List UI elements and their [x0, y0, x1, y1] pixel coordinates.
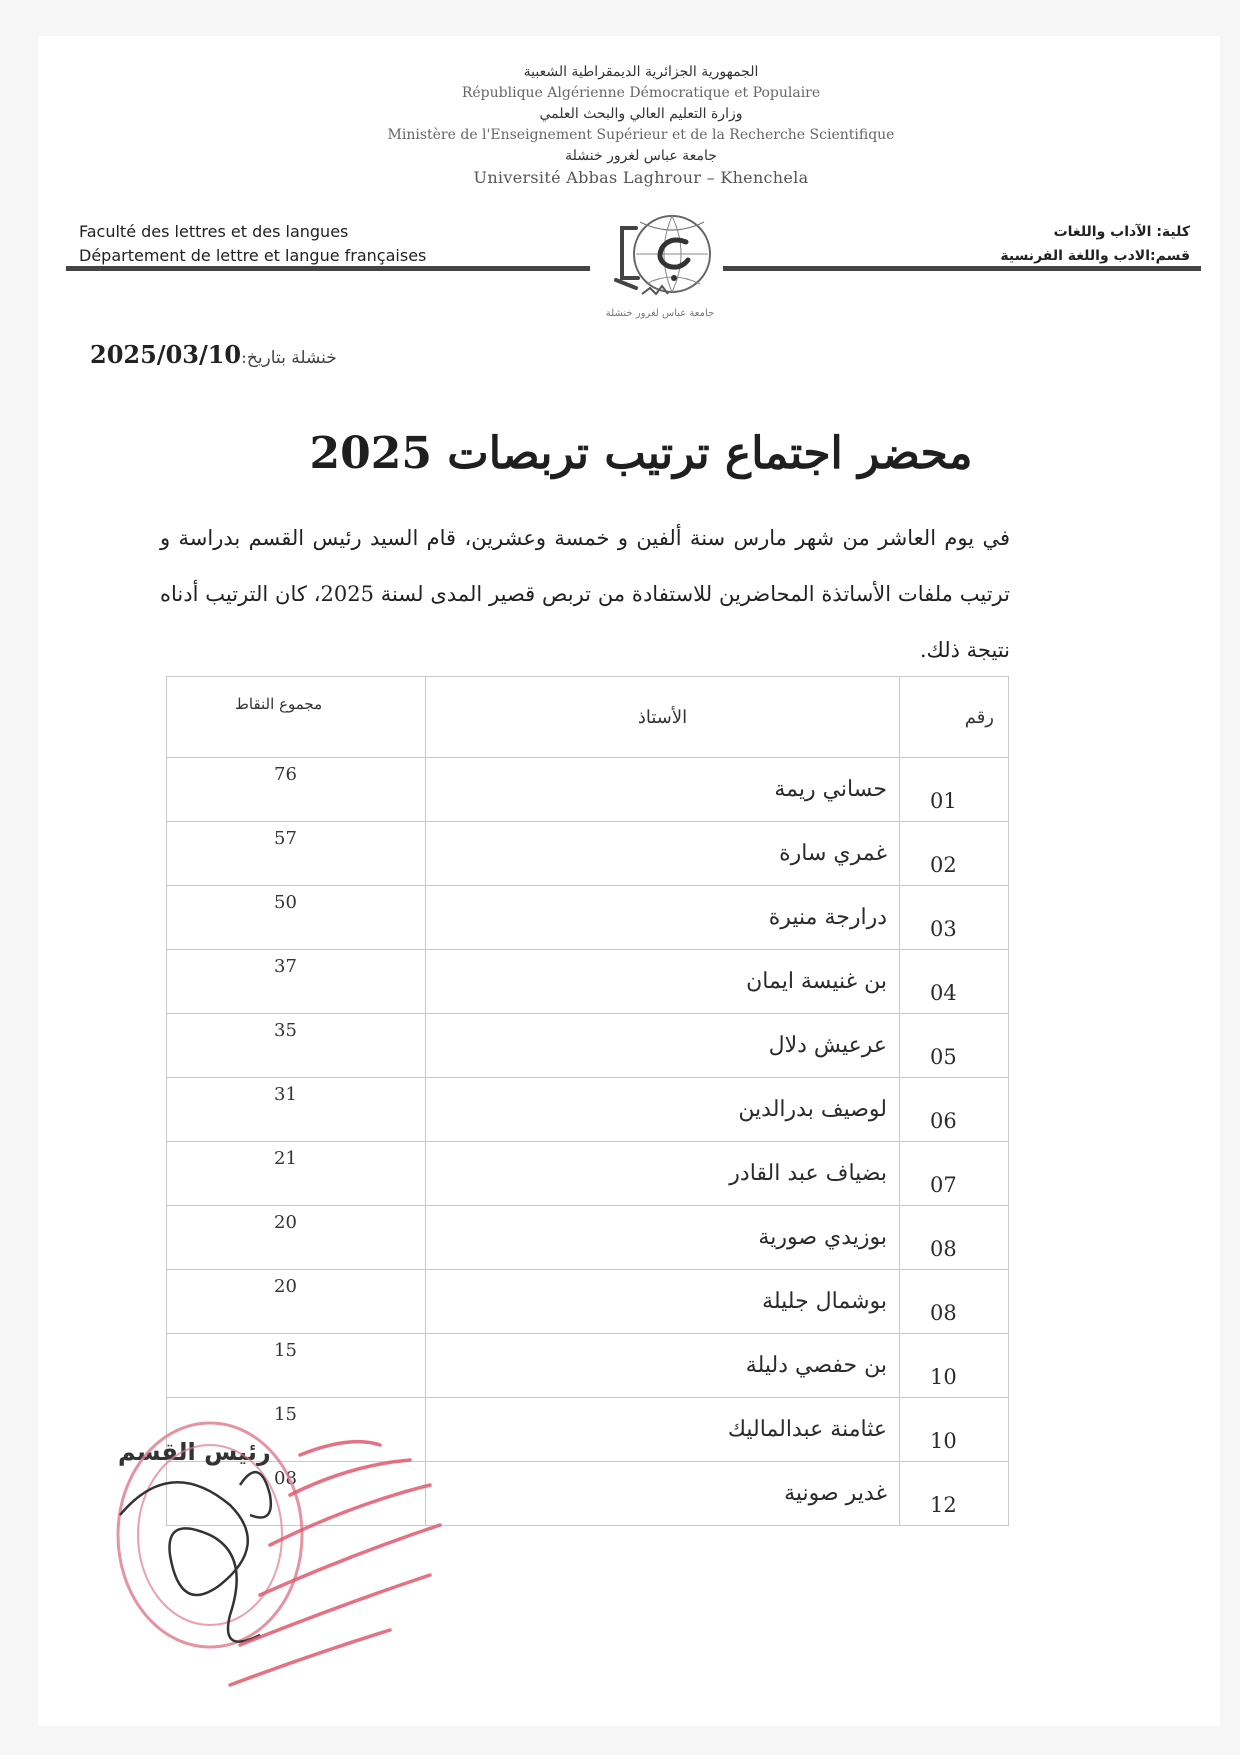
- row-professor-name: بضياف عبد القادر: [426, 1142, 900, 1206]
- ranking-table: [166, 676, 1009, 1526]
- row-number: 08: [900, 1206, 1009, 1270]
- table-row: [167, 1014, 1009, 1078]
- university-logo-icon: [596, 208, 722, 308]
- row-professor-name: حساني ريمة: [426, 758, 900, 822]
- row-number: 05: [900, 1014, 1009, 1078]
- row-points: 31: [167, 1078, 426, 1142]
- row-professor-name: لوصيف بدرالدين: [426, 1078, 900, 1142]
- ministry-ar: وزارة التعليم العالي والبحث العلمي: [539, 106, 743, 122]
- row-professor-name: عثامنة عبدالماليك: [426, 1398, 900, 1462]
- row-points: 35: [167, 1014, 426, 1078]
- republic-ar: الجمهورية الجزائرية الديمقراطية الشعبية: [523, 64, 759, 80]
- official-header: [0, 62, 1240, 188]
- table-row: [167, 1142, 1009, 1206]
- header-rule-left: [66, 266, 590, 271]
- university-fr: Université Abbas Laghrour – Khenchela: [473, 168, 809, 187]
- header-number: رقم: [900, 677, 1009, 758]
- row-number: 04: [900, 950, 1009, 1014]
- row-professor-name: بن حفصي دليلة: [426, 1334, 900, 1398]
- row-number: 07: [900, 1142, 1009, 1206]
- row-points: 21: [167, 1142, 426, 1206]
- row-points: 37: [167, 950, 426, 1014]
- department-ar: قسم:الادب واللغة الفرنسية: [1000, 248, 1190, 264]
- department-stamp-icon: [110, 1415, 470, 1705]
- faculty-fr: Faculté des lettres et des langues: [79, 222, 349, 241]
- row-professor-name: غدير صونية: [426, 1462, 900, 1526]
- header-rule-right: [723, 266, 1201, 271]
- row-number: 10: [900, 1398, 1009, 1462]
- row-professor-name: عرعيش دلال: [426, 1014, 900, 1078]
- faculty-ar: كلية: الآداب واللغات: [1053, 224, 1190, 240]
- table-row: [167, 1078, 1009, 1142]
- row-number: 08: [900, 1270, 1009, 1334]
- republic-fr: République Algérienne Démocratique et Populaire: [461, 85, 821, 101]
- row-points: 15: [167, 1398, 426, 1462]
- row-number: 01: [900, 758, 1009, 822]
- row-number: 10: [900, 1334, 1009, 1398]
- signature-label: رئيس القسم: [118, 1438, 271, 1466]
- table-row: [167, 1334, 1009, 1398]
- row-professor-name: درارجة منيرة: [426, 886, 900, 950]
- row-points: 20: [167, 1206, 426, 1270]
- date-label: خنشلة بتاريخ:: [241, 348, 337, 368]
- table-row: [167, 1270, 1009, 1334]
- intro-paragraph: في يوم العاشر من شهر مارس سنة ألفين و خمسة وعشرين، قام السيد رئيس القسم بدراسة و ترتيب ملفات الأساتذة المحاضرين للاستفادة من تربص قصير المدى لسنة 2025، كان الترتيب أدناه نتيجة ذلك.: [160, 526, 1010, 662]
- row-professor-name: بوشمال جليلة: [426, 1270, 900, 1334]
- faculty-block-ar: [1000, 220, 1190, 268]
- header-professor: الأستاذ: [426, 677, 900, 758]
- row-number: 03: [900, 886, 1009, 950]
- table-row: [167, 758, 1009, 822]
- row-points: 15: [167, 1334, 426, 1398]
- row-professor-name: بن غنيسة ايمان: [426, 950, 900, 1014]
- header-points: مجموع النقاط: [167, 677, 426, 758]
- document-title: محضر اجتماع ترتيب تربصات 2025: [309, 428, 973, 479]
- table-row: [167, 886, 1009, 950]
- table-header-row: [167, 677, 1009, 758]
- row-number: 02: [900, 822, 1009, 886]
- row-points: 76: [167, 758, 426, 822]
- faculty-block-fr: [79, 220, 426, 268]
- table-row: [167, 1206, 1009, 1270]
- university-ar: جامعة عباس لغرور خنشلة: [565, 148, 717, 164]
- department-fr: Département de lettre et langue françaises: [79, 246, 427, 265]
- row-number: 06: [900, 1078, 1009, 1142]
- row-professor-name: بوزيدي صورية: [426, 1206, 900, 1270]
- table-row: [167, 822, 1009, 886]
- row-number: 12: [900, 1462, 1009, 1526]
- row-points: 50: [167, 886, 426, 950]
- row-points: 08: [167, 1462, 426, 1526]
- table-row: [167, 950, 1009, 1014]
- date-value: 2025/03/10: [90, 340, 242, 369]
- row-points: 20: [167, 1270, 426, 1334]
- date-line: [90, 340, 337, 369]
- logo-caption: جامعة عباس لغرور خنشلة: [605, 308, 715, 319]
- ministry-fr: Ministère de l'Enseignement Supérieur et de la Recherche Scientifique: [387, 127, 895, 143]
- row-professor-name: غمري سارة: [426, 822, 900, 886]
- row-points: 57: [167, 822, 426, 886]
